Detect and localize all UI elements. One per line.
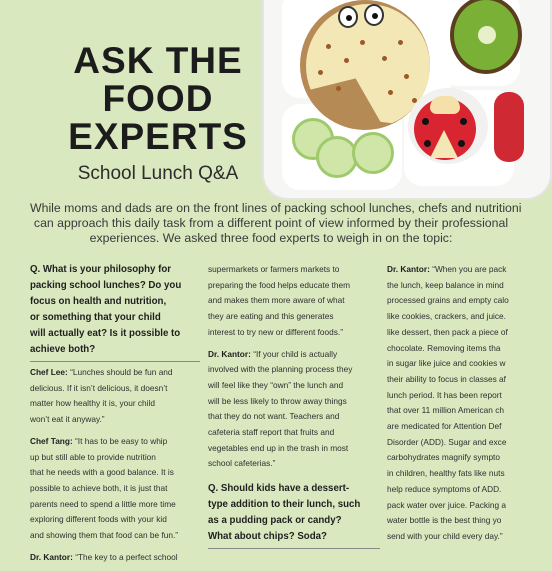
answer-text: that he needs with a good balance. It is <box>30 467 174 478</box>
answer-text: like dessert, then pack a piece of <box>387 326 508 337</box>
answer-text: matter how healthy it is, your child <box>30 398 155 409</box>
question-line: will actually eat? Is it possible to <box>30 328 181 339</box>
answer-text: that over 11 million American ch <box>387 405 504 416</box>
answer-text: will feel like they “own” the lunch and <box>208 379 344 390</box>
sandwich-dot <box>318 70 323 75</box>
sandwich-eye <box>338 6 358 28</box>
answer-text: possible to achieve both, it is just that <box>30 482 168 493</box>
ladybug-spot <box>460 118 467 125</box>
intro-paragraph <box>30 201 522 246</box>
page-title <box>58 42 258 156</box>
tomato-edge <box>494 92 524 162</box>
page-subtitle: School Lunch Q&A <box>77 163 239 184</box>
answer-text: like cookies, crackers, and juice. <box>387 311 506 322</box>
answer-text: “It has to be easy to whip <box>75 435 168 446</box>
answer-text: cafeteria staff report that fruits and <box>208 427 335 438</box>
answer-text: in children, healthy fats like nuts <box>387 468 505 479</box>
sandwich-dot <box>360 40 365 45</box>
question-2 <box>208 481 380 549</box>
speaker-name: Dr. Kantor: <box>208 348 251 359</box>
title-line-1: ASK THE <box>73 40 243 81</box>
title-line-2: FOOD <box>102 78 214 119</box>
question-line: What about chips? Soda? <box>208 531 327 543</box>
answer-text: “When you are pack <box>432 264 507 274</box>
intro-line: While moms and dads are on the front lines of packing school lunches, chefs and nutritioni <box>30 201 522 215</box>
ladybug-spot <box>422 118 429 125</box>
intro-line: can approach this daily task from a different point of view informed by their professional <box>33 216 509 230</box>
sandwich-dot <box>388 90 393 95</box>
answer-text: will be less likely to throw away things <box>208 395 347 406</box>
ladybug-face <box>430 96 460 114</box>
question-line: packing school lunches? Do you <box>30 280 182 291</box>
question-line: focus on health and nutrition, <box>30 296 167 307</box>
answer-text: pack water over juice. Packing a <box>387 499 506 510</box>
answer-text: the lunch, keep balance in mind <box>387 279 504 290</box>
answer-text: processed grains and empty calo <box>387 295 509 306</box>
answer-dr-kantor <box>30 550 200 566</box>
answer-text: up but still able to provide nutrition <box>30 451 156 462</box>
column-2 <box>208 262 380 552</box>
answer-text: lunch period. It has been report <box>387 389 502 400</box>
question-line: Q. What is your philosophy for <box>30 264 172 275</box>
answer-text: water bottle is the best thing yo <box>387 515 502 526</box>
answer-text: vegetables end up in the trash in most <box>208 442 349 453</box>
answer-text: carbohydrates magnify sympto <box>387 452 500 463</box>
answer-text: delicious. If it isn’t delicious, it doesn’t <box>30 382 168 393</box>
answer-text: interest to try new or different foods.” <box>208 326 343 337</box>
answer-text: are medicated for Attention Def <box>387 421 502 432</box>
speaker-name: Chef Tang: <box>30 435 73 446</box>
question-line: type addition to their lunch, such <box>208 499 361 511</box>
answer-text: chocolate. Removing items tha <box>387 342 501 353</box>
answer-text: exploring different foods with your kid <box>30 514 167 525</box>
question-line: or something that your child <box>30 312 161 323</box>
question-line: achieve both? <box>30 344 96 355</box>
question-1 <box>30 262 200 362</box>
answer-continued <box>208 262 380 341</box>
column-1 <box>30 262 200 571</box>
answer-text: their ability to focus in classes af <box>387 373 506 384</box>
answer-text: “The key to a perfect school <box>75 551 178 562</box>
cucumber-slice <box>352 132 394 174</box>
question-line: Q. Should kids have a dessert- <box>208 483 350 495</box>
sandwich-dot <box>326 44 331 49</box>
column-3 <box>387 262 512 551</box>
answer-text: “If your child is actually <box>253 348 338 359</box>
sandwich-dot <box>398 40 403 45</box>
answer-text: parents need to spend a little more time <box>30 498 176 509</box>
sandwich-dot <box>404 74 409 79</box>
title-line-3: EXPERTS <box>68 116 248 157</box>
answer-text: preparing the food helps educate them <box>208 279 351 290</box>
answer-text: help reduce symptoms of ADD. <box>387 483 502 494</box>
answer-text: won’t eat it anyway.” <box>30 414 105 425</box>
answer-dr-kantor <box>387 262 512 545</box>
speaker-name: Dr. Kantor: <box>30 551 73 562</box>
answer-text: send with your child every day.” <box>387 530 503 541</box>
answer-text: involved with the planning process they <box>208 364 353 375</box>
question-line: as a pudding pack or candy? <box>208 515 342 527</box>
answer-text: “Lunches should be fun and <box>70 367 173 377</box>
speaker-name: Dr. Kantor: <box>387 264 430 274</box>
answer-text: in sugar like juice and cookies w <box>387 358 506 369</box>
answer-text: school cafeterias.” <box>208 458 276 469</box>
answer-text: and showing them that food can be fun.” <box>30 530 179 541</box>
answer-text: that they do not want. Teachers and <box>208 411 340 422</box>
sandwich-dot <box>382 56 387 61</box>
answer-chef-tang <box>30 434 200 544</box>
speaker-name: Chef Lee: <box>30 367 68 377</box>
sandwich-dot <box>336 86 341 91</box>
intro-line: experiences. We asked three food experts to weigh in on the topic: <box>89 231 453 245</box>
sandwich-eye <box>364 4 384 26</box>
answer-text: they are eating and this generates <box>208 311 334 322</box>
answer-text: and makes them more aware of what <box>208 295 345 306</box>
answer-text: supermarkets or farmers markets to <box>208 264 340 274</box>
ladybug-spot <box>458 140 465 147</box>
ladybug-spot <box>424 140 431 147</box>
sandwich-dot <box>344 58 349 63</box>
answer-dr-kantor <box>208 347 380 473</box>
answer-chef-lee <box>30 365 200 428</box>
answer-text: Disorder (ADD). Sugar and exce <box>387 436 507 447</box>
